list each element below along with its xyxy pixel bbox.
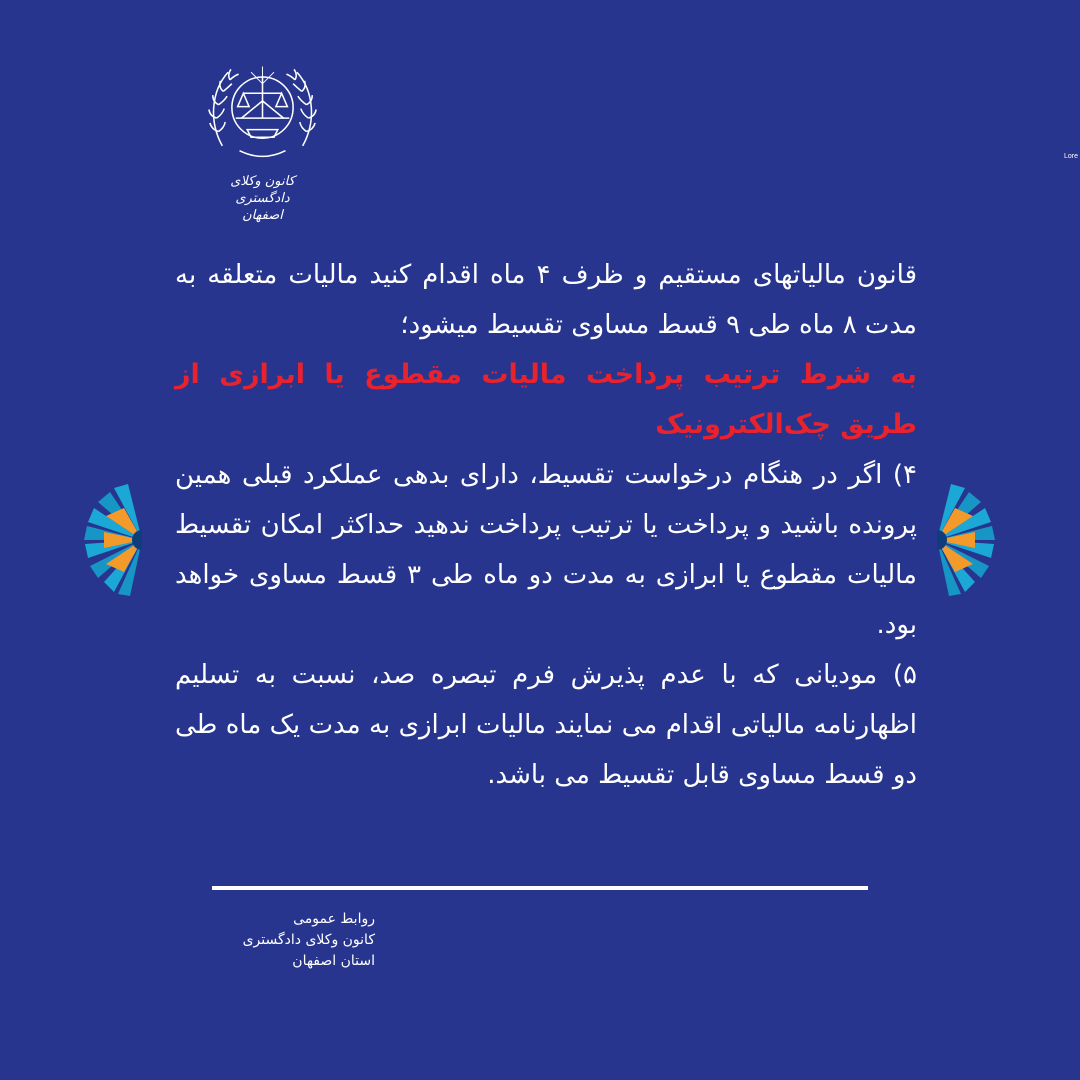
announcement-body bbox=[175, 250, 917, 800]
footer-signature bbox=[205, 909, 375, 972]
right-rosette-ornament-icon bbox=[937, 482, 995, 598]
emblem-caption bbox=[205, 173, 320, 224]
left-rosette-ornament-icon bbox=[84, 482, 142, 598]
footer-line-province: استان اصفهان bbox=[292, 953, 375, 969]
footer-divider bbox=[212, 886, 868, 890]
item-5-paragraph: ۵) مودیانی که با عدم پذیرش فرم تبصره صد، نسبت به تسلیم اظهارنامه مالیاتی اقدام می نمایند مالیات ابرازی به مدت یک ماه طی دو قسط مساوی قابل تقسیط می باشد. bbox=[175, 660, 917, 790]
edge-note: Lore bbox=[1064, 153, 1079, 160]
footer-line-public-relations: روابط عمومی bbox=[293, 911, 375, 927]
emblem-caption-line2: اصفهان bbox=[242, 208, 283, 223]
condition-highlight: به شرط ترتیب پرداخت مالیات مقطوع یا ابرازی از طریق چک‌الکترونیک bbox=[175, 359, 917, 440]
emblem-icon bbox=[205, 55, 320, 165]
bar-association-emblem bbox=[205, 55, 320, 223]
emblem-caption-line1: کانون وکلای دادگستری bbox=[230, 174, 295, 206]
footer-line-bar-association: کانون وکلای دادگستری bbox=[242, 932, 375, 948]
item-4-paragraph: ۴) اگر در هنگام درخواست تقسیط، دارای بدهی عملکرد قبلی همین پرونده باشید و پرداخت یا ترتیب پرداخت ندهید حداکثر امکان تقسیط مالیات مقطوع یا ابرازی به مدت دو ماه طی ۳ قسط مساوی خواهد بود. bbox=[175, 460, 917, 640]
intro-paragraph: قانون مالیاتهای مستقیم و ظرف ۴ ماه اقدام کنید مالیات متعلقه به مدت ۸ ماه طی ۹ قسط مساوی تقسیط میشود؛ bbox=[175, 260, 917, 340]
